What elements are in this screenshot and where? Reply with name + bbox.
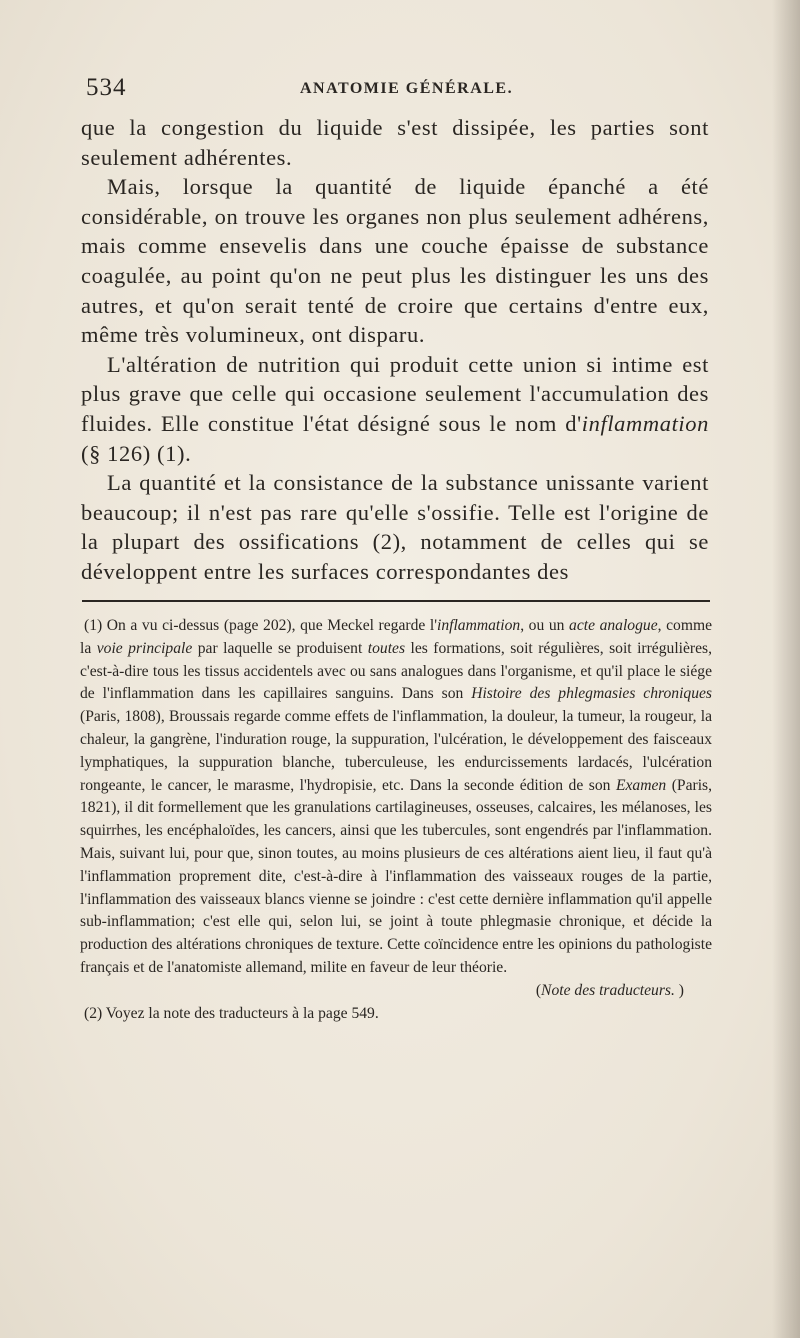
paragraph-2: Mais, lorsque la quantité de liquide épanché a été considérable, on trouve les organes non plus seulement adhérens, mais comme ensevelis dans une couche épaisse de substance coagulée, au point qu'on ne peut plus les distinguer les uns des autres, et qu'on serait tenté de croire que certains d'entre eux, même très volumineux, ont disparu. xyxy=(81,174,709,348)
footnotes xyxy=(80,615,712,1025)
footnote-1-italic: toutes xyxy=(367,639,406,657)
paragraph-3-text-end: (§ 126) (1). xyxy=(81,440,192,466)
footnote-1-text: les formations, soit régulières, soit irrégulières, c'est-à-dire tous les tissus accidentels avec ou sans analogues dans l'organisme, et qu'il place le siége de l'inflammation dans les capillaires sanguins. Dans son xyxy=(80,639,712,703)
page-number: 534 xyxy=(86,74,127,101)
footnote-1-italic: voie principale xyxy=(96,639,193,657)
footnote-1-text: , ou un xyxy=(520,617,570,634)
footnote-1-italic: Examen xyxy=(615,776,667,794)
paragraph-3 xyxy=(81,350,709,468)
signature-text: Note des traducteurs. xyxy=(541,981,675,999)
running-title: ANATOMIE GÉNÉRALE. xyxy=(300,80,514,97)
footnote-2: (2) Voyez la note des traducteurs à la page 549. xyxy=(84,1004,379,1022)
paragraph-3-text-start: L'altération de nutrition qui produit cette union si intime est plus grave que celle qui occasione seulement l'accumulation des fluides. Elle constitue l'état désigné sous le nom d' xyxy=(81,351,709,436)
footnote-1-text: (Paris, 1808), Broussais regarde comme effets de l'inflammation, la douleur, la tumeur, la rougeur, la chaleur, la gangrène, l'induration rouge, la suppuration, l'ulcération, le développement des faisceaux lymphatiques, la suppuration blanche, tuberculeuse, les endurcissements lardacés, l'ulcération rongeante, le cancer, le marasme, l'hydropisie, etc. Dans la seconde édition de son xyxy=(80,708,712,794)
signature-close-paren: ) xyxy=(678,981,684,999)
footnote-1-text: (1) On a vu ci-dessus (page 202), que Meckel regarde l' xyxy=(84,617,438,634)
paragraph-4: La quantité et la consistance de la substance unissante varient beaucoup; il n'est pas rare qu'elle s'ossifie. Telle est l'origine de la plupart des ossifications (2), notamment de celles qui se développent entre les surfaces correspondantes des xyxy=(81,470,709,584)
footnote-1-italic: Histoire des phlegmasies chroniques xyxy=(471,685,712,703)
paragraph-3-italic-term: inflammation xyxy=(581,410,709,436)
footnote-signature xyxy=(80,980,712,1003)
footnote-separator xyxy=(82,600,710,602)
page-header xyxy=(80,72,720,112)
footnote-1 xyxy=(80,615,712,980)
footnote-1-italic: acte analogue xyxy=(569,617,658,634)
footnote-1-text: (Paris, 1821), il dit formellement que les granulations cartilagineuses, osseuses, calcaires, les mélanoses, les squirrhes, les encéphaloïdes, les cancers, ainsi que les tubercules, sont engendrés par l'inflammation. Mais, suivant lui, pour que, sinon toutes, au moins plusieurs de ces altérations aient lieu, il faut qu'à l'inflammation proprement dite, c'est-à-dire à l'inflammation des vaisseaux rouges de la partie, l'inflammation des vaisseaux blancs vienne se joindre : c'est cette dernière inflammation qu'il appelle sub-inflammation; c'est elle qui, selon lui, se joint à toute phlegmasie chronique, et décide la production des altérations chroniques de texture. Cette coïncidence entre les opinions du pathologiste français et de l'anatomiste allemand, milite en faveur de leur théorie. xyxy=(80,776,712,976)
footnote-1-text: , comme la xyxy=(80,617,713,657)
footnote-1-text: par laquelle se produisent xyxy=(192,639,368,657)
paragraph-1: que la congestion du liquide s'est dissipée, les parties sont seulement adhérentes. xyxy=(81,115,709,170)
footnote-1-italic: inflammation xyxy=(437,617,521,634)
signature-open-paren: ( xyxy=(535,981,542,999)
page-spine-shadow xyxy=(772,0,800,1338)
main-text xyxy=(81,113,709,587)
